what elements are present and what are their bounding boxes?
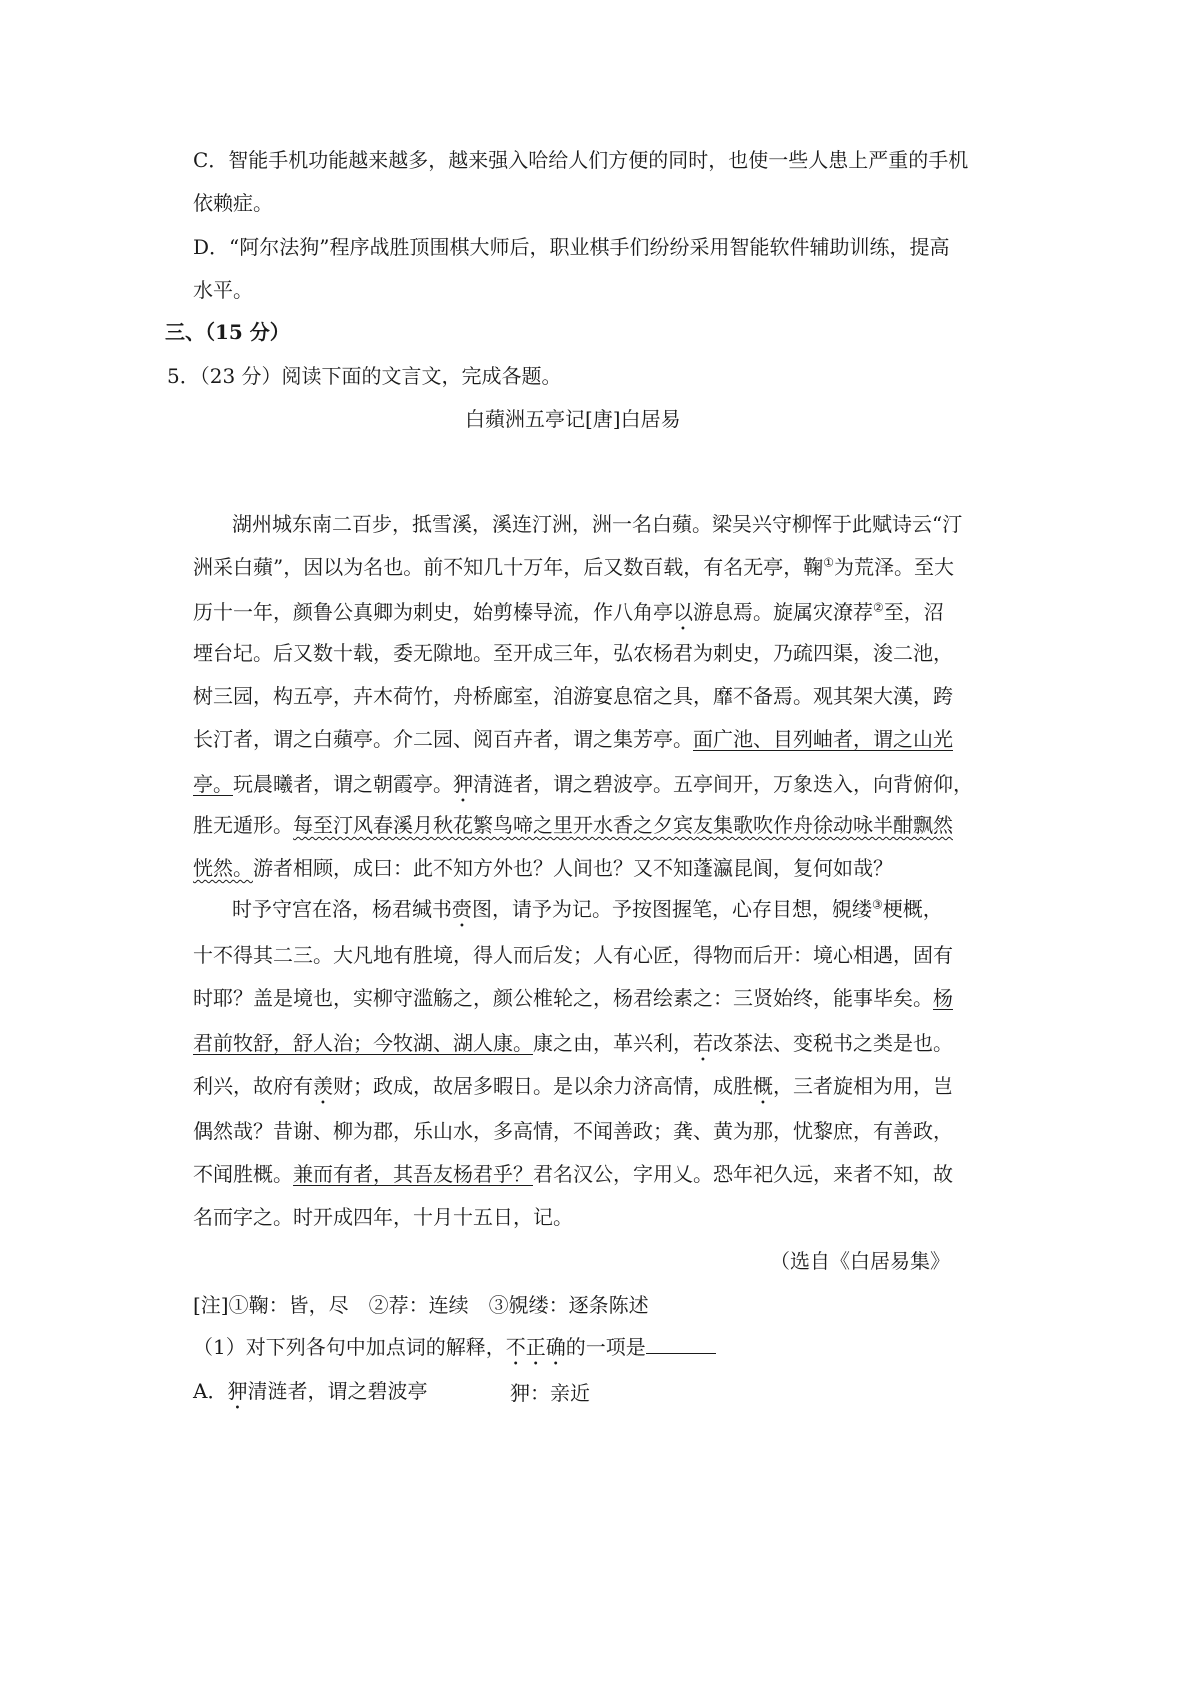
p2-line5: 利兴，故府有羡财；政成，故居多暇日。是以余力济高情，成胜概，三者旋相为用，岂 xyxy=(193,1074,953,1098)
dotted-word: 狎 xyxy=(453,772,473,796)
underlined-sentence: 亭。 xyxy=(193,772,233,796)
p2-line8: 名而字之。时开成四年，十月十五日，记。 xyxy=(193,1205,573,1229)
dotted-word: 羡 xyxy=(313,1074,333,1098)
notes: [注]①鞠：皆，尽 ②荐：连续 ③覙缕：逐条陈述 xyxy=(193,1293,649,1317)
p2-line1: 时予守宫在洛，杨君缄书赍图，请予为记。予按图握笔，心存目想，覙缕③梗概， xyxy=(232,897,943,921)
option-c-line2: 依赖症。 xyxy=(193,191,273,215)
article-title: 白蘋洲五亭记[唐]白居易 xyxy=(465,407,681,431)
underlined-sentence: 面广池、目列岫者，谓之山光 xyxy=(693,727,953,751)
p1-line4: 堙台圮。后又数十载，委无隙地。至开成三年，弘农杨君为刺史，乃疏四渠，浚二池， xyxy=(193,641,953,665)
dotted-word: 赍 xyxy=(452,897,472,921)
p2-line6: 偶然哉？昔谢、柳为郡，乐山水，多高情，不闻善政；龚、黄为那，忧黎庶，有善政， xyxy=(193,1119,953,1143)
option-a: A．狎清涟者，谓之碧波亭 xyxy=(193,1379,428,1403)
p1-line8: 胜无遁形。每至汀风春溪月秋花繁鸟啼之里开水香之夕宾友集歌吹作舟徐动咏半酣飘然 xyxy=(193,813,953,837)
dotted-word: 不正确 xyxy=(505,1335,566,1359)
p1-line1: 湖州城东南二百步，抵雪溪，溪连汀洲，洲一名白蘋。梁吴兴守柳恽于此赋诗云“汀 xyxy=(232,512,963,536)
sub-question-1: （1）对下列各句中加点词的解释，不正确的一项是 xyxy=(193,1335,716,1370)
p2-line4: 君前牧舒，舒人治；今牧湖、湖人康。康之由，革兴利，若改茶法、变税书之类是也。 xyxy=(193,1031,953,1055)
wavy-underlined-sentence: 每至汀风春溪月秋花繁鸟啼之里开水香之夕宾友集歌吹作舟徐动咏半酣飘然 xyxy=(293,813,953,837)
section-heading: 三、（15 分） xyxy=(165,320,290,344)
answer-blank[interactable] xyxy=(646,1352,716,1354)
source-citation: （选自《白居易集》 xyxy=(770,1249,950,1273)
p1-line5: 树三园，构五亭，卉木荷竹，舟桥廊室，洎游宴息宿之具，靡不备焉。观其架大漢，跨 xyxy=(193,684,953,708)
dotted-word: 以 xyxy=(673,600,693,624)
p2-line3: 时耶？盖是境也，实柳守滥觞之，颜公椎轮之，杨君绘素之：三贤始终，能事毕矣。杨 xyxy=(193,986,953,1010)
p1-line7: 亭。玩晨曦者，谓之朝霞亭。狎清涟者，谓之碧波亭。五亭间开，万象迭入，向背俯仰， xyxy=(193,772,973,796)
option-a-gloss: 狎：亲近 xyxy=(510,1381,590,1405)
wavy-underlined-sentence: 恍然。 xyxy=(193,856,253,880)
option-d-line2: 水平。 xyxy=(193,278,253,302)
dotted-word: 若 xyxy=(693,1031,713,1055)
p1-line2: 洲采白蘋”，因以为名也。前不知几十万年，后又数百载，有名无亭，鞠①为荒泽。至大 xyxy=(193,555,954,579)
p2-line2: 十不得其二三。大凡地有胜境，得人而后发；人有心匠，得物而后开：境心相遇，固有 xyxy=(193,943,953,967)
p1-line9: 恍然。游者相顾，成曰：此不知方外也？人间也？又不知蓬瀛昆阆，复何如哉？ xyxy=(193,856,893,880)
p1-line3: 历十一年，颜鲁公真卿为刺史，始剪榛导流，作八角亭以游息焉。旋属灾潦荐②至，沼 xyxy=(193,600,944,624)
p1-line6: 长汀者，谓之白蘋亭。介二园、阅百卉者，谓之集芳亭。面广池、目列岫者，谓之山光 xyxy=(193,727,953,751)
question-5: 5．（23 分）阅读下面的文言文，完成各题。 xyxy=(167,364,562,388)
p2-line7: 不闻胜概。兼而有者，其吾友杨君乎？君名汉公，字用乂。恐年祀久远，来者不知，故 xyxy=(193,1162,953,1186)
option-d-line1: D．“阿尔法狗”程序战胜顶围棋大师后，职业棋手们纷纷采用智能软件辅助训练，提高 xyxy=(193,235,950,259)
dotted-word: 概 xyxy=(753,1074,773,1098)
underlined-sentence: 兼而有者，其吾友杨君乎？ xyxy=(293,1162,533,1186)
underlined-sentence: 杨 xyxy=(933,986,953,1010)
option-c-line1: C．智能手机功能越来越多，越来强入哈给人们方便的同时，也使一些人患上严重的手机 xyxy=(193,148,969,172)
underlined-sentence: 君前牧舒，舒人治；今牧湖、湖人康。 xyxy=(193,1031,533,1055)
dotted-word: 狎 xyxy=(227,1379,248,1403)
